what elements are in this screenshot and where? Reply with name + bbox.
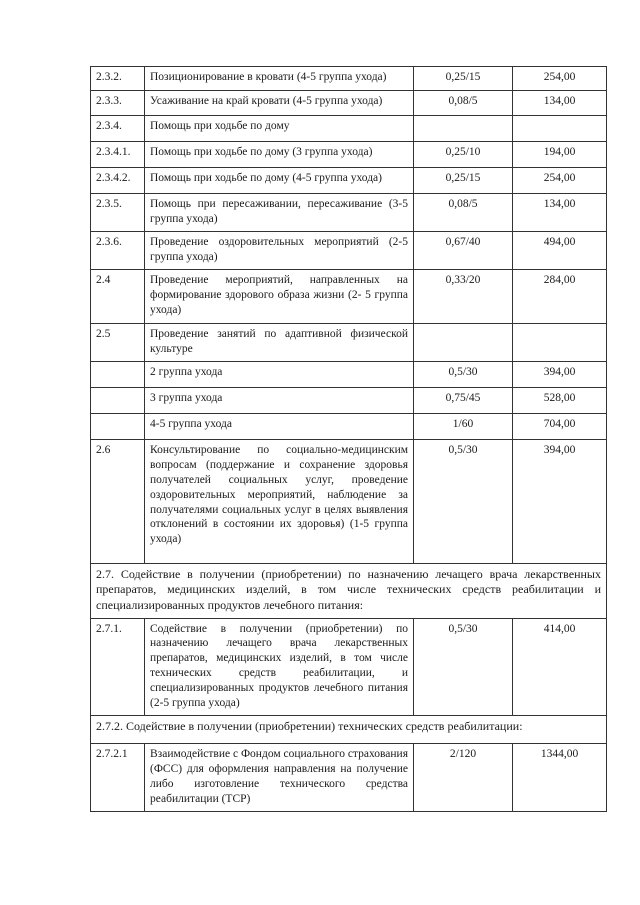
service-price: 494,00 [513, 231, 607, 269]
service-price: 414,00 [513, 618, 607, 716]
time-norm: 2/120 [414, 744, 513, 812]
service-description: Взаимодействие с Фондом социального страхования (ФСС) для оформления направления на получение либо изготовление технического средства реабилитации (ТСР) [145, 744, 414, 812]
services-table [90, 66, 607, 812]
table-row [91, 323, 607, 361]
service-description: Проведение оздоровительных мероприятий (2-5 группа ухода) [145, 231, 414, 269]
service-description: Содействие в получении (приобретении) по назначению лечащего врача лекарственных препаратов, медицинских изделий, в том числе технических средств реабилитации, и специализированных продуктов лечебного питания (2-5 группа ухода) [145, 618, 414, 716]
time-norm: 0,5/30 [414, 439, 513, 563]
service-description: Проведение мероприятий, направленных на формирование здорового образа жизни (2- 5 группа ухода) [145, 269, 414, 323]
section-header-text: 2.7.2. Содействие в получении (приобретении) технических средств реабилитации: [91, 716, 607, 744]
table-row [91, 194, 607, 232]
table-row [91, 67, 607, 91]
time-norm: 0,25/10 [414, 142, 513, 168]
table-row [91, 91, 607, 116]
item-number: 2.3.2. [91, 67, 145, 91]
service-description: 4-5 группа ухода [145, 413, 414, 439]
table-row [91, 744, 607, 812]
service-description: 2 группа ухода [145, 361, 414, 387]
time-norm: 0,33/20 [414, 269, 513, 323]
service-price: 284,00 [513, 269, 607, 323]
time-norm [414, 323, 513, 361]
service-price: 394,00 [513, 439, 607, 563]
service-price: 528,00 [513, 387, 607, 413]
table-row [91, 387, 607, 413]
section-header-row [91, 563, 607, 618]
service-price: 134,00 [513, 194, 607, 232]
time-norm: 0,08/5 [414, 194, 513, 232]
service-price: 1344,00 [513, 744, 607, 812]
item-number: 2.3.6. [91, 231, 145, 269]
table-row [91, 116, 607, 142]
table-row [91, 361, 607, 387]
service-description: Проведение занятий по адаптивной физической культуре [145, 323, 414, 361]
item-number [91, 387, 145, 413]
item-number: 2.3.4.1. [91, 142, 145, 168]
item-number [91, 413, 145, 439]
time-norm: 0,08/5 [414, 91, 513, 116]
item-number: 2.5 [91, 323, 145, 361]
table-row [91, 142, 607, 168]
section-header-text: 2.7. Содействие в получении (приобретении) по назначению лечащего врача лекарственных препаратов, медицинских изделий, в том числе технических средств реабилитации и специализированных продуктов лечебного питания: [91, 563, 607, 618]
table-row [91, 231, 607, 269]
service-description: Позиционирование в кровати (4-5 группа ухода) [145, 67, 414, 91]
table-row [91, 413, 607, 439]
time-norm: 0,67/40 [414, 231, 513, 269]
service-description: Усаживание на край кровати (4-5 группа ухода) [145, 91, 414, 116]
time-norm: 0,5/30 [414, 618, 513, 716]
service-description: Консультирование по социально-медицинским вопросам (поддержание и сохранение здоровья получателей социальных услуг, проведение оздоровительных мероприятий, наблюдение за получателями социальных услуг в целях выявления отклонений в состоянии их здоровья) (1-5 группа ухода) [145, 439, 414, 563]
time-norm: 0,25/15 [414, 168, 513, 194]
service-price: 194,00 [513, 142, 607, 168]
time-norm: 0,25/15 [414, 67, 513, 91]
service-description: Помощь при ходьбе по дому (3 группа ухода) [145, 142, 414, 168]
service-price [513, 116, 607, 142]
item-number: 2.3.4. [91, 116, 145, 142]
section-header-row [91, 716, 607, 744]
table-row [91, 168, 607, 194]
service-price: 704,00 [513, 413, 607, 439]
service-price: 134,00 [513, 91, 607, 116]
table-row [91, 439, 607, 563]
time-norm: 0,5/30 [414, 361, 513, 387]
service-description: Помощь при пересаживании, пересаживание (3-5 группа ухода) [145, 194, 414, 232]
service-description: Помощь при ходьбе по дому [145, 116, 414, 142]
time-norm [414, 116, 513, 142]
service-price: 394,00 [513, 361, 607, 387]
item-number: 2.3.3. [91, 91, 145, 116]
item-number: 2.3.4.2. [91, 168, 145, 194]
services-table-body [91, 67, 607, 812]
item-number: 2.4 [91, 269, 145, 323]
service-price [513, 323, 607, 361]
table-row [91, 269, 607, 323]
item-number: 2.7.1. [91, 618, 145, 716]
item-number: 2.6 [91, 439, 145, 563]
time-norm: 1/60 [414, 413, 513, 439]
table-row [91, 618, 607, 716]
service-description: Помощь при ходьбе по дому (4-5 группа ухода) [145, 168, 414, 194]
time-norm: 0,75/45 [414, 387, 513, 413]
item-number: 2.7.2.1 [91, 744, 145, 812]
item-number: 2.3.5. [91, 194, 145, 232]
service-description: 3 группа ухода [145, 387, 414, 413]
service-price: 254,00 [513, 67, 607, 91]
item-number [91, 361, 145, 387]
service-price: 254,00 [513, 168, 607, 194]
